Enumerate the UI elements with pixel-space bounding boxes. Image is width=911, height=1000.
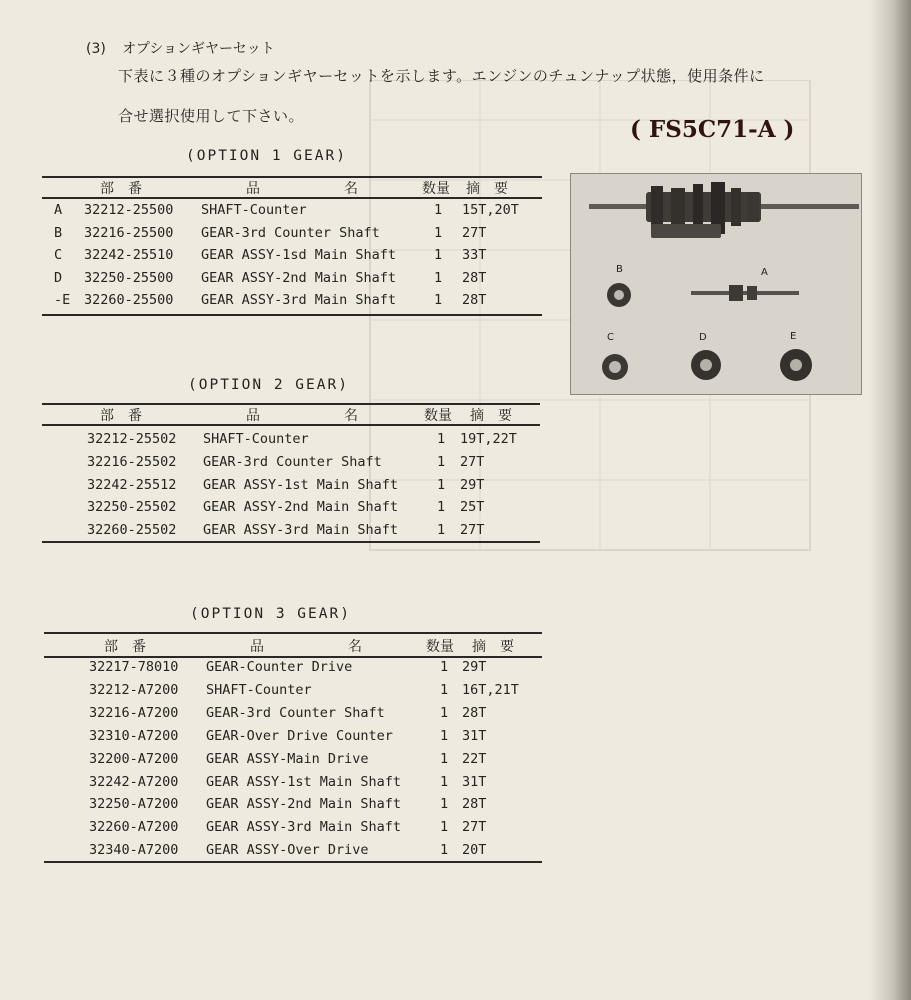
part-number: 32212-25500 <box>84 202 174 218</box>
note: 33T <box>462 247 487 264</box>
photo-label-d: D <box>699 332 707 343</box>
part-name: GEAR ASSY-2nd Main Shaft <box>206 796 402 813</box>
option1-header-note: 摘 要 <box>466 181 508 197</box>
part-number: 32250-25500 <box>84 269 174 286</box>
quantity: 1 <box>434 269 443 286</box>
quantity: 1 <box>437 522 446 539</box>
note: 16T,21T <box>462 681 519 698</box>
note: 28T <box>462 796 487 813</box>
option1-title: (OPTION 1 GEAR) <box>186 148 347 164</box>
option3-header-part-no: 部 番 <box>104 639 146 655</box>
part-name: GEAR ASSY-2nd Main Shaft <box>203 499 399 516</box>
part-name: GEAR-3rd Counter Shaft <box>203 453 382 470</box>
quantity: 1 <box>440 796 449 813</box>
option3-top-rule <box>44 632 542 634</box>
intro-line-2: 合せ選択使用して下さい。 <box>118 107 305 125</box>
option2-title: (OPTION 2 GEAR) <box>188 377 349 393</box>
quantity: 1 <box>434 247 443 264</box>
option1-header-name: 品 名 <box>246 181 358 197</box>
part-number: 32200-A7200 <box>89 750 179 767</box>
part-number: 32310-A7200 <box>89 727 179 744</box>
quantity: 1 <box>437 431 446 447</box>
part-number: 32250-A7200 <box>89 796 179 813</box>
quantity: 1 <box>440 659 449 675</box>
part-name: GEAR ASSY-3rd Main Shaft <box>206 819 402 836</box>
quantity: 1 <box>437 476 446 493</box>
part-number: 32216-25500 <box>84 224 174 241</box>
part-number: 32242-25510 <box>84 247 174 264</box>
quantity: 1 <box>440 819 449 836</box>
quantity: 1 <box>440 773 449 790</box>
gear-set-photo <box>570 173 862 395</box>
note: 28T <box>462 292 487 309</box>
quantity: 1 <box>437 453 446 470</box>
photo-label-c: C <box>607 332 614 343</box>
photo-label-b: B <box>616 264 623 275</box>
option3-header-qty: 数量 <box>426 639 454 655</box>
option1-header-qty: 数量 <box>422 181 450 197</box>
note: 27T <box>462 224 487 241</box>
option2-bottom-rule <box>42 541 540 543</box>
note: 27T <box>462 819 487 836</box>
part-name: GEAR-3rd Counter Shaft <box>201 224 380 241</box>
note: 22T <box>462 750 487 767</box>
part-name: GEAR-Over Drive Counter <box>206 727 393 744</box>
part-name: SHAFT-Counter <box>206 681 312 698</box>
part-number: 32340-A7200 <box>89 842 179 859</box>
option3-title: (OPTION 3 GEAR) <box>190 606 351 622</box>
note: 28T <box>462 704 487 721</box>
row-key: D <box>54 269 63 286</box>
option3-header-note: 摘 要 <box>472 639 514 655</box>
quantity: 1 <box>440 750 449 767</box>
part-name: GEAR-3rd Counter Shaft <box>206 704 385 721</box>
note: 20T <box>462 842 487 859</box>
note: 27T <box>460 453 485 470</box>
shaft-a-icon <box>691 291 799 295</box>
part-name: GEAR ASSY-1st Main Shaft <box>203 476 399 493</box>
binding-gutter-shadow <box>869 0 911 1000</box>
part-name: GEAR ASSY-3rd Main Shaft <box>203 522 399 539</box>
part-name: GEAR ASSY-Main Drive <box>206 750 369 767</box>
quantity: 1 <box>434 292 443 309</box>
photo-label-e: E <box>790 331 797 342</box>
option1-header-part-no: 部 番 <box>100 181 142 197</box>
part-name: GEAR ASSY-Over Drive <box>206 842 369 859</box>
part-number: 32217-78010 <box>89 659 179 675</box>
option2-header-rule <box>42 424 540 426</box>
quantity: 1 <box>434 224 443 241</box>
row-key: -E <box>54 292 71 309</box>
part-number: 32242-25512 <box>87 476 177 493</box>
part-number: 32260-25502 <box>87 522 177 539</box>
section-title: オプションギヤーセット <box>122 41 275 57</box>
part-name: GEAR ASSY-3rd Main Shaft <box>201 292 397 309</box>
part-number: 32216-A7200 <box>89 704 179 721</box>
note: 29T <box>460 476 485 493</box>
model-label: ( FS5C71-A ) <box>630 116 795 143</box>
note: 15T,20T <box>462 202 519 218</box>
option3-header-name: 品 名 <box>250 639 362 655</box>
part-name: GEAR-Counter Drive <box>206 659 353 675</box>
part-name: GEAR ASSY-2nd Main Shaft <box>201 269 397 286</box>
quantity: 1 <box>440 727 449 744</box>
row-key: C <box>54 247 63 264</box>
part-number: 32250-25502 <box>87 499 177 516</box>
part-number: 32216-25502 <box>87 453 177 470</box>
option1-bottom-rule <box>42 314 542 316</box>
note: 28T <box>462 269 487 286</box>
quantity: 1 <box>440 842 449 859</box>
part-number: 32212-25502 <box>87 431 177 447</box>
quantity: 1 <box>440 704 449 721</box>
section-number: (3) <box>86 41 106 57</box>
part-name: SHAFT-Counter <box>201 202 307 218</box>
row-key: B <box>54 224 63 241</box>
quantity: 1 <box>440 681 449 698</box>
option2-header-part-no: 部 番 <box>100 408 142 424</box>
part-name: GEAR ASSY-1sd Main Shaft <box>201 247 397 264</box>
quantity: 1 <box>434 202 443 218</box>
part-number: 32212-A7200 <box>89 681 179 698</box>
option2-header-qty: 数量 <box>424 408 452 424</box>
gear-photo-drawing <box>571 174 861 394</box>
note: 29T <box>462 659 487 675</box>
note: 31T <box>462 773 487 790</box>
part-number: 32242-A7200 <box>89 773 179 790</box>
note: 25T <box>460 499 485 516</box>
note: 31T <box>462 727 487 744</box>
part-number: 32260-25500 <box>84 292 174 309</box>
section-heading <box>86 38 275 58</box>
option3-bottom-rule <box>44 861 542 863</box>
part-name: SHAFT-Counter <box>203 431 309 447</box>
note: 19T,22T <box>460 431 517 447</box>
quantity: 1 <box>437 499 446 516</box>
photo-label-a: A <box>761 267 768 278</box>
intro-line-1: 下表に３種のオプションギヤーセットを示します。エンジンのチュンナップ状態，使用条件に <box>118 67 765 85</box>
part-number: 32260-A7200 <box>89 819 179 836</box>
part-name: GEAR ASSY-1st Main Shaft <box>206 773 402 790</box>
option2-header-name: 品 名 <box>246 408 358 424</box>
row-key: A <box>54 202 63 218</box>
option2-header-note: 摘 要 <box>470 408 512 424</box>
note: 27T <box>460 522 485 539</box>
